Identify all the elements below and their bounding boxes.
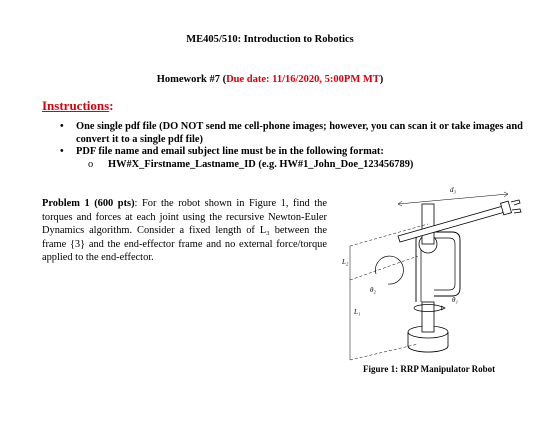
d3-label: d₃ <box>450 186 456 194</box>
problem-text: : For the robot shown in Figure 1, find the torques and forces at each joint using the recursive Newton-Euler Dynamics algorithm. Consider a fixed length of L₃ between the frame {3} and the end-effector frame and no external force/torque applied to the end-effector. <box>42 198 327 264</box>
reference-line <box>350 256 418 280</box>
document-title: ME405/510: Introduction to Robotics <box>186 34 354 45</box>
figure-caption: Figure 1: RRP Manipulator Robot <box>363 364 496 374</box>
gripper-icon <box>511 200 521 213</box>
homework-close: ) <box>379 74 384 85</box>
instructions-heading <box>42 98 114 114</box>
homework-label: Homework #7 ( <box>156 74 227 85</box>
column-link <box>422 302 434 332</box>
bullet-icon: • <box>60 121 64 132</box>
problem-label: Problem 1 (600 pts) <box>42 198 135 209</box>
instructions-list <box>60 121 530 171</box>
list-item <box>60 121 530 146</box>
sub-bullet-text: HW#X_Firstname_Lastname_ID (e.g. HW#1_John_Doe_123456789) <box>108 158 414 170</box>
sub-list-item <box>60 159 530 172</box>
L1-label: L₁ <box>354 308 361 316</box>
theta2-arrow <box>375 256 403 284</box>
prismatic-arm <box>398 206 505 242</box>
homework-line <box>0 74 540 85</box>
due-date: Due date: 11/16/2020, 5:00PM MT <box>226 74 380 85</box>
robot-diagram <box>318 184 530 374</box>
robot-figure <box>318 184 530 374</box>
instructions-colon: : <box>109 98 114 113</box>
arrow-head-icon <box>441 306 445 310</box>
theta2-label: θ₂ <box>370 286 376 294</box>
circle-bullet-icon: o <box>88 158 94 170</box>
bullet-text: PDF file name and email subject line must be in the following format: <box>76 146 384 158</box>
d3-dimension-line <box>398 194 508 204</box>
L2-label: L₂ <box>342 258 349 266</box>
list-item <box>60 146 530 159</box>
theta1-label: θ₁ <box>452 296 458 304</box>
bullet-icon: • <box>60 146 64 158</box>
bullet-text: One single pdf file (DO NOT send me cell-phone images; however, you can scan it or take images and convert it to a single pdf file) <box>76 121 523 145</box>
problem-statement <box>42 197 327 265</box>
instructions-label: Instructions <box>42 98 110 113</box>
